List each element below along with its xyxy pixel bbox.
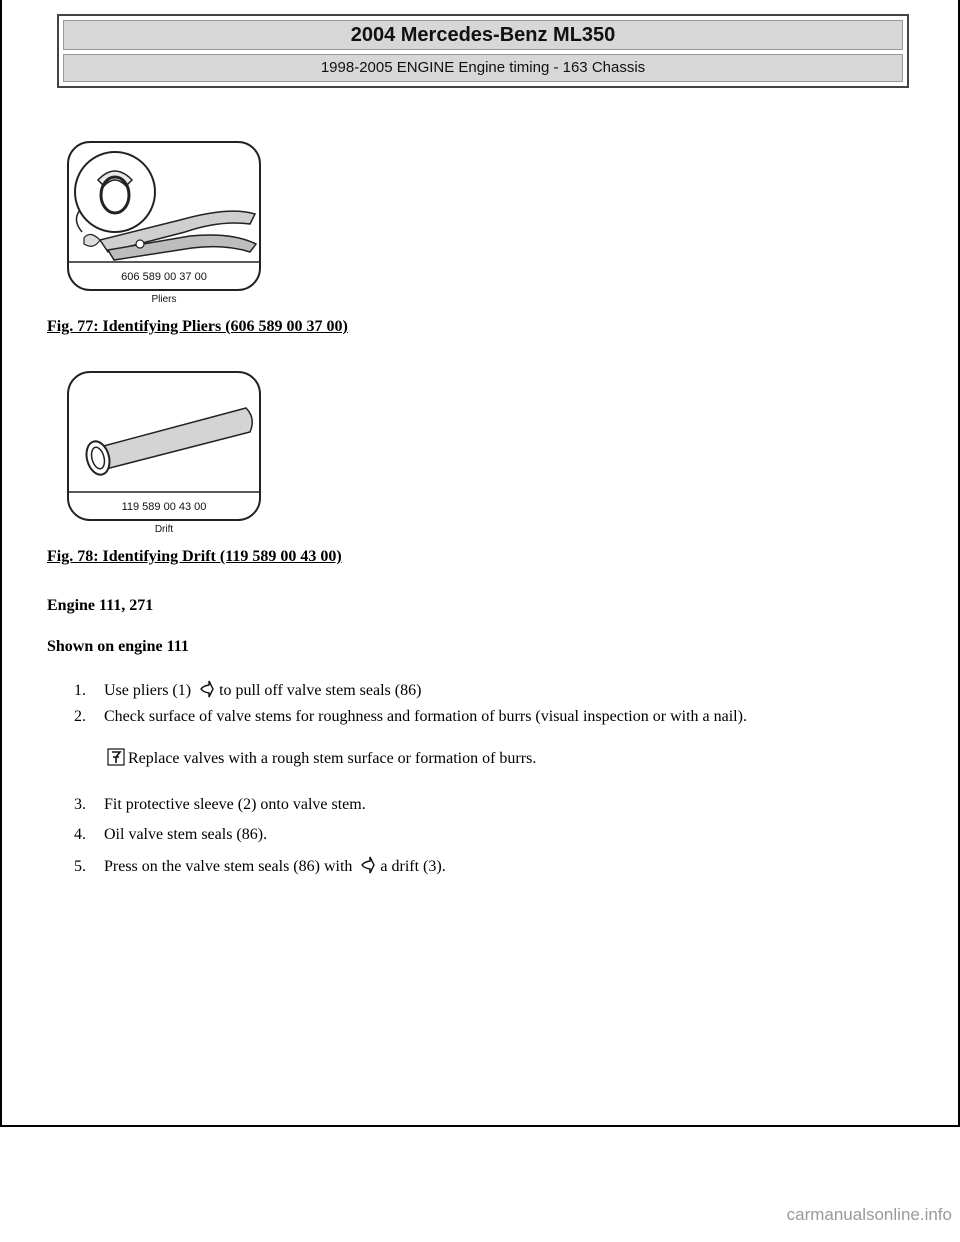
step-text: Use pliers (1) <box>104 682 192 699</box>
document-subtitle: 1998-2005 ENGINE Engine timing - 163 Chassis <box>63 54 903 82</box>
figure-77-caption[interactable]: Fig. 77: Identifying Pliers (606 589 00 37 00) <box>47 318 348 335</box>
shown-on-heading: Shown on engine 111 <box>47 638 189 655</box>
figure-pliers <box>60 140 270 308</box>
step-text: Oil valve stem seals (86). <box>104 826 268 843</box>
step-text: Press on the valve stem seals (86) with <box>104 858 353 875</box>
step-text: a drift (3). <box>380 858 446 875</box>
note <box>104 748 536 771</box>
document-title: 2004 Mercedes-Benz ML350 <box>63 20 903 50</box>
step-number: 2. <box>74 708 86 725</box>
step-number: 5. <box>74 858 86 875</box>
pliers-part-number: 606 589 00 37 00 <box>121 271 207 283</box>
tool-icon[interactable] <box>359 856 377 879</box>
figure-drift <box>60 370 270 538</box>
step-2 <box>74 708 747 726</box>
step-text: Fit protective sleeve (2) onto valve stem. <box>104 796 366 813</box>
step-5 <box>74 856 446 879</box>
figure-78-caption[interactable]: Fig. 78: Identifying Drift (119 589 00 43 00) <box>47 548 342 565</box>
step-4 <box>74 826 267 844</box>
step-text: to pull off valve stem seals (86) <box>219 682 422 699</box>
tool-icon[interactable] <box>198 680 216 703</box>
drift-part-number: 119 589 00 43 00 <box>121 501 207 513</box>
watermark: carmanualsonline.info <box>786 1205 952 1224</box>
step-number: 3. <box>74 796 86 813</box>
step-number: 4. <box>74 826 86 843</box>
step-text: Check surface of valve stems for roughness and formation of burrs (visual inspection or with a nail). <box>104 708 747 725</box>
note-icon <box>107 748 125 771</box>
note-text: Replace valves with a rough stem surface or formation of burrs. <box>128 750 537 767</box>
engine-heading: Engine 111, 271 <box>47 597 154 614</box>
step-1 <box>74 680 421 703</box>
step-number: 1. <box>74 682 86 699</box>
document-header <box>57 14 909 88</box>
drift-illustration <box>60 370 270 538</box>
pliers-illustration <box>60 140 270 308</box>
drift-label: Drift <box>154 524 174 535</box>
pliers-label: Pliers <box>151 294 177 305</box>
step-3 <box>74 796 366 814</box>
